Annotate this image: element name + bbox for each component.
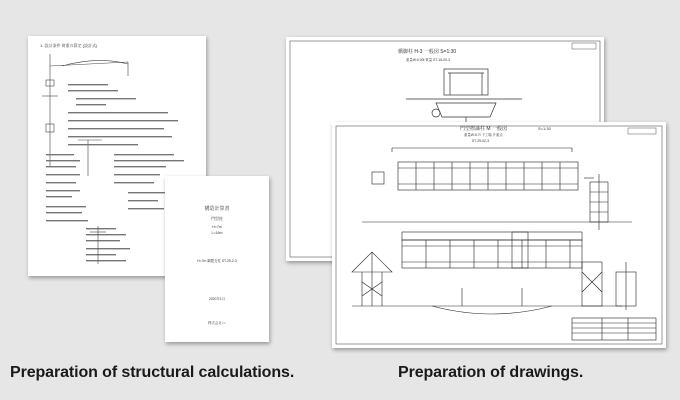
back-drawing-title: 橋脚柱 H-3 一般図 S=1:30 xyxy=(398,49,457,55)
cover-company: 株式会社○○ xyxy=(208,321,226,325)
caption-structural-calculations: Preparation of structural calculations. xyxy=(10,364,295,381)
cover-sheet-drawing xyxy=(165,176,269,342)
front-drawing-subtitle-2: ST-29-02-3 xyxy=(472,139,489,143)
cover-subtitle: 門型柱 xyxy=(211,216,223,221)
caption-drawings: Preparation of drawings. xyxy=(398,364,584,381)
back-drawing-subtitle: 重量W:0.00t 質量 ST-15-00-3 xyxy=(406,58,451,62)
cover-line-1: H=7m xyxy=(212,225,222,229)
cover-spec: H=7m 鋼製支柱 ST-25-2-3 xyxy=(197,259,237,263)
front-drawing-subtitle-1: 重量W:5.7t 下工場 片重点 xyxy=(464,133,503,137)
calculation-cover-sheet xyxy=(165,176,269,342)
calc-heading: 1. 設計条件 荷重の算定 (設計式) xyxy=(40,43,98,48)
cover-title: 構造計算書 xyxy=(204,206,230,212)
cover-line-2: L=16m xyxy=(211,231,223,235)
general-drawing-sheet-front xyxy=(332,122,666,348)
front-drawing-title: 門型標識柱 M 一般図 xyxy=(460,126,507,132)
front-drawing-figure xyxy=(332,122,666,348)
cover-date: 2020年1月 xyxy=(208,297,226,301)
front-drawing-scale: S=1:30 xyxy=(538,126,551,131)
